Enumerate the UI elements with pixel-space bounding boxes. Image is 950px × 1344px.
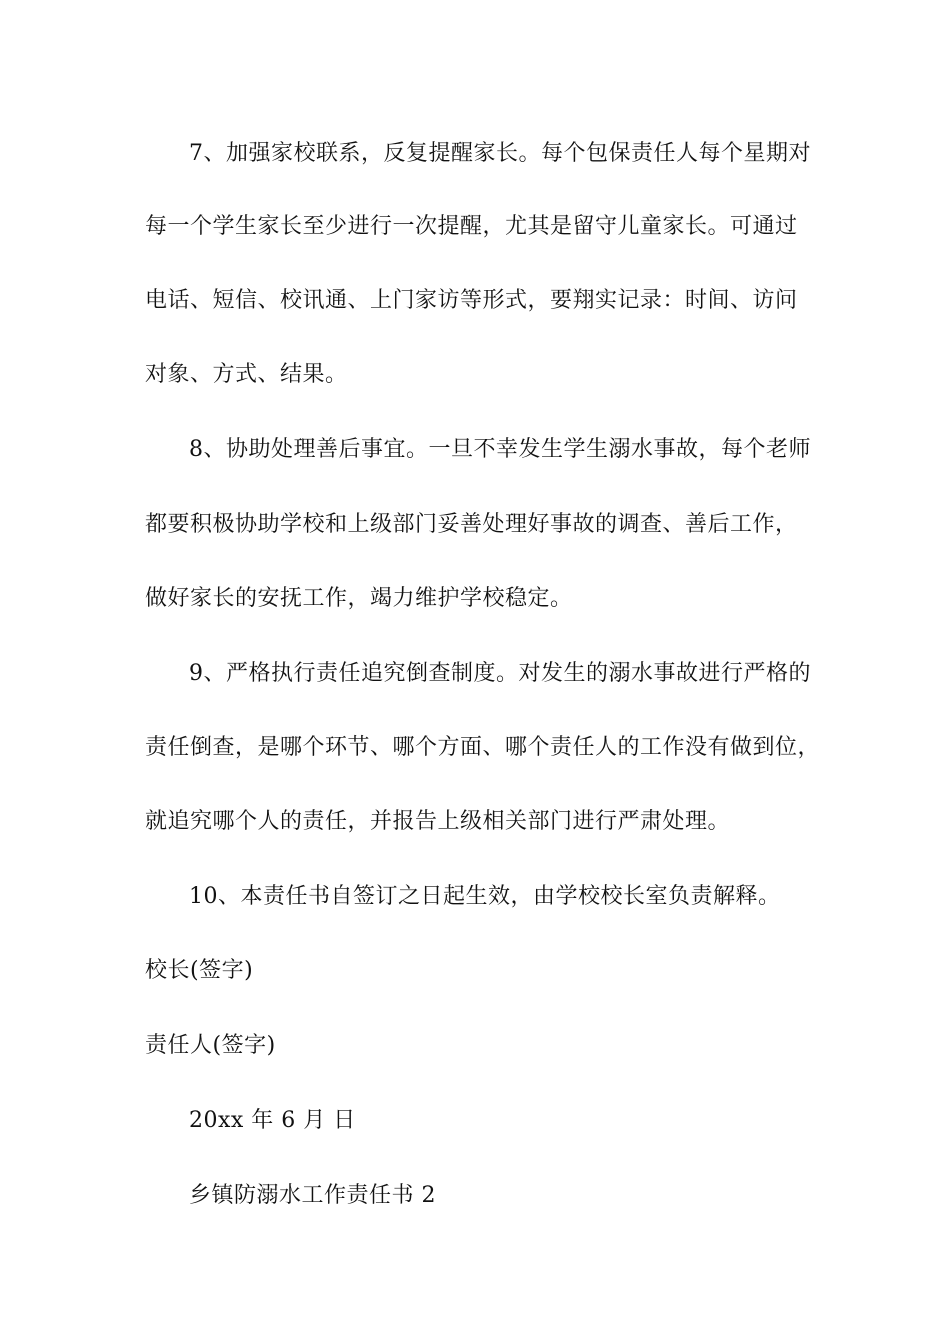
para10-line1: 10、本责任书自签订之日起生效，由学校校长室负责解释。 <box>189 884 781 909</box>
para7-line4: 对象、方式、结果。 <box>145 362 348 387</box>
para7-line2: 每一个学生家长至少进行一次提醒，尤其是留守儿童家长。可通过 <box>145 214 798 239</box>
para9-line1: 9、严格执行责任追究倒查制度。对发生的溺水事故进行严格的 <box>189 661 811 686</box>
para8-line3: 做好家长的安抚工作，竭力维护学校稳定。 <box>145 586 573 611</box>
next-section-title: 乡镇防溺水工作责任书 2 <box>189 1183 436 1208</box>
responsible-signature-label: 责任人(签字) <box>145 1033 276 1058</box>
principal-signature-label: 校长(签字) <box>145 958 254 983</box>
para9-line2: 责任倒查，是哪个环节、哪个方面、哪个责任人的工作没有做到位， <box>145 735 821 760</box>
para8-line1: 8、协助处理善后事宜。一旦不幸发生学生溺水事故，每个老师 <box>189 437 811 462</box>
para7-line1: 7、加强家校联系，反复提醒家长。每个包保责任人每个星期对 <box>189 141 811 166</box>
date-line: 20xx 年 6 月 日 <box>189 1108 356 1133</box>
para9-line3: 就追究哪个人的责任，并报告上级相关部门进行严肃处理。 <box>145 809 731 834</box>
para7-line3: 电话、短信、校讯通、上门家访等形式，要翔实记录：时间、访问 <box>145 288 798 313</box>
para8-line2: 都要积极协助学校和上级部门妥善处理好事故的调查、善后工作， <box>145 512 798 537</box>
